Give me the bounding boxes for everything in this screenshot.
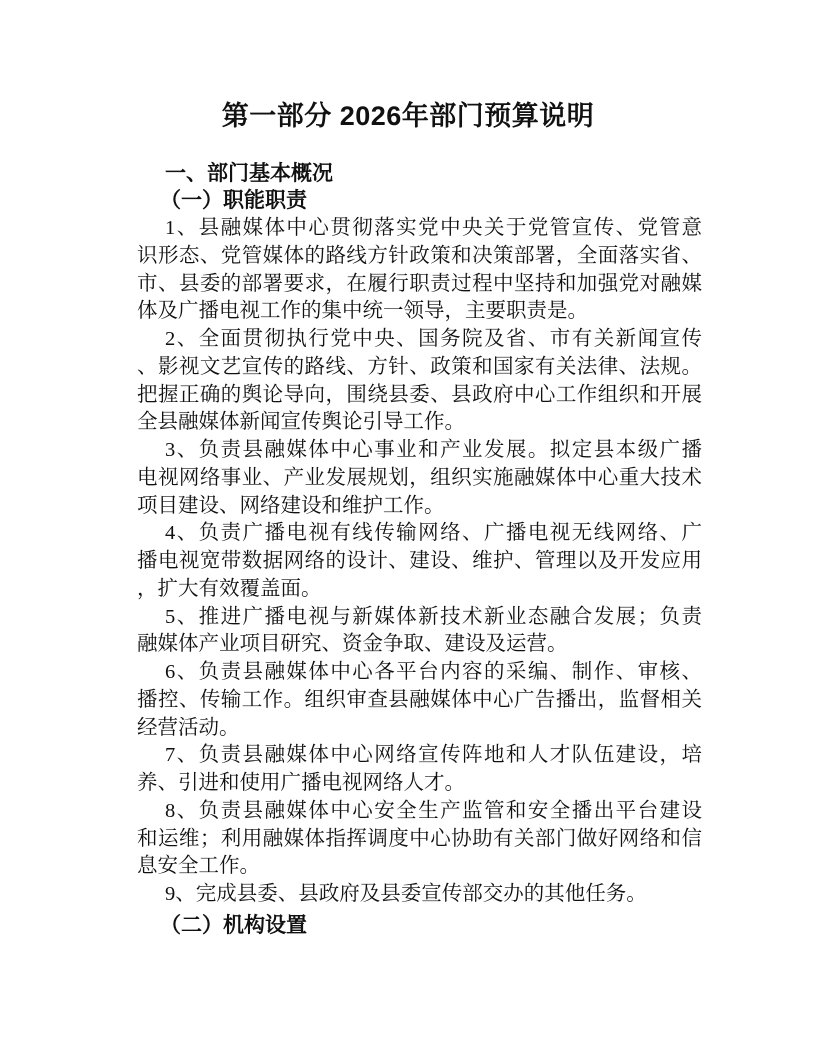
paragraph-line: 识形态、党管媒体的路线方针政策和决策部署，全面落实省、 [137,244,702,267]
section-heading: 一、部门基本概况 [165,162,333,185]
paragraph-line: 播电视宽带数据网络的设计、建设、维护、管理以及开发应用 [137,550,702,572]
paragraph-line: 市、县委的部署要求，在履行职责过程中坚持和加强党对融媒 [137,272,702,295]
paragraph-line: 播控、传输工作。组织审查县融媒体中心广告播出，监督相关 [137,688,702,711]
paragraph [137,881,702,909]
paragraph [137,326,702,437]
paragraph-line: 和运维；利用融媒体指挥调度中心协助有关部门做好网络和信 [137,827,702,850]
paragraph-line: 全县融媒体新闻宣传舆论引导工作。 [137,411,465,434]
paragraph-line: 2、全面贯彻执行党中央、国务院及省、市有关新闻宣传 [165,328,702,350]
page-title: 第一部分 2026年部门预算说明 [221,101,595,131]
paragraph [137,798,702,881]
paragraph-line: 3、负责县融媒体中心事业和产业发展。拟定县本级广播 [165,439,702,461]
paragraph-line: ，扩大有效覆盖面。 [137,577,322,600]
paragraph [137,742,702,798]
paragraph [137,437,702,520]
paragraph-line: 8、负责县融媒体中心安全生产监管和安全播出平台建设 [165,799,702,822]
body-text [137,215,702,909]
paragraph-line: 7、负责县融媒体中心网络宣传阵地和人才队伍建设，培 [165,744,702,767]
paragraph-line: 5、推进广播电视与新媒体新技术新业态融合发展；负责 [165,605,702,628]
paragraph-line: 融媒体产业项目研究、资金争取、建设及运营。 [137,633,568,656]
paragraph-line: 养、引进和使用广播电视网络人才。 [137,772,465,794]
paragraph [137,520,702,603]
paragraph [137,659,702,742]
paragraph [137,604,702,660]
paragraph-line: 经营活动。 [137,716,240,739]
paragraph-line: 息安全工作。 [137,855,260,878]
subsection-heading-functions: （一）职能职责 [160,189,307,212]
paragraph [137,215,702,326]
paragraph-line: 把握正确的舆论导向，围绕县委、县政府中心工作组织和开展 [137,383,702,406]
paragraph-line: 1、县融媒体中心贯彻落实党中央关于党管宣传、党管意 [165,217,702,239]
paragraph-line: 9、完成县委、县政府及县委宣传部交办的其他任务。 [165,883,647,905]
subsection-heading-organization: （二）机构设置 [160,914,307,937]
paragraph-line: 4、负责广播电视有线传输网络、广播电视无线网络、广 [165,522,702,545]
paragraph-line: 、影视文艺宣传的路线、方针、政策和国家有关法律、法规。 [137,355,702,378]
paragraph-line: 项目建设、网络建设和维护工作。 [137,494,445,517]
paragraph-line: 电视网络事业、产业发展规划，组织实施融媒体中心重大技术 [137,466,702,489]
paragraph-line: 6、负责县融媒体中心各平台内容的采编、制作、审核、 [165,661,702,683]
paragraph-line: 体及广播电视工作的集中统一领导，主要职责是。 [137,300,588,323]
